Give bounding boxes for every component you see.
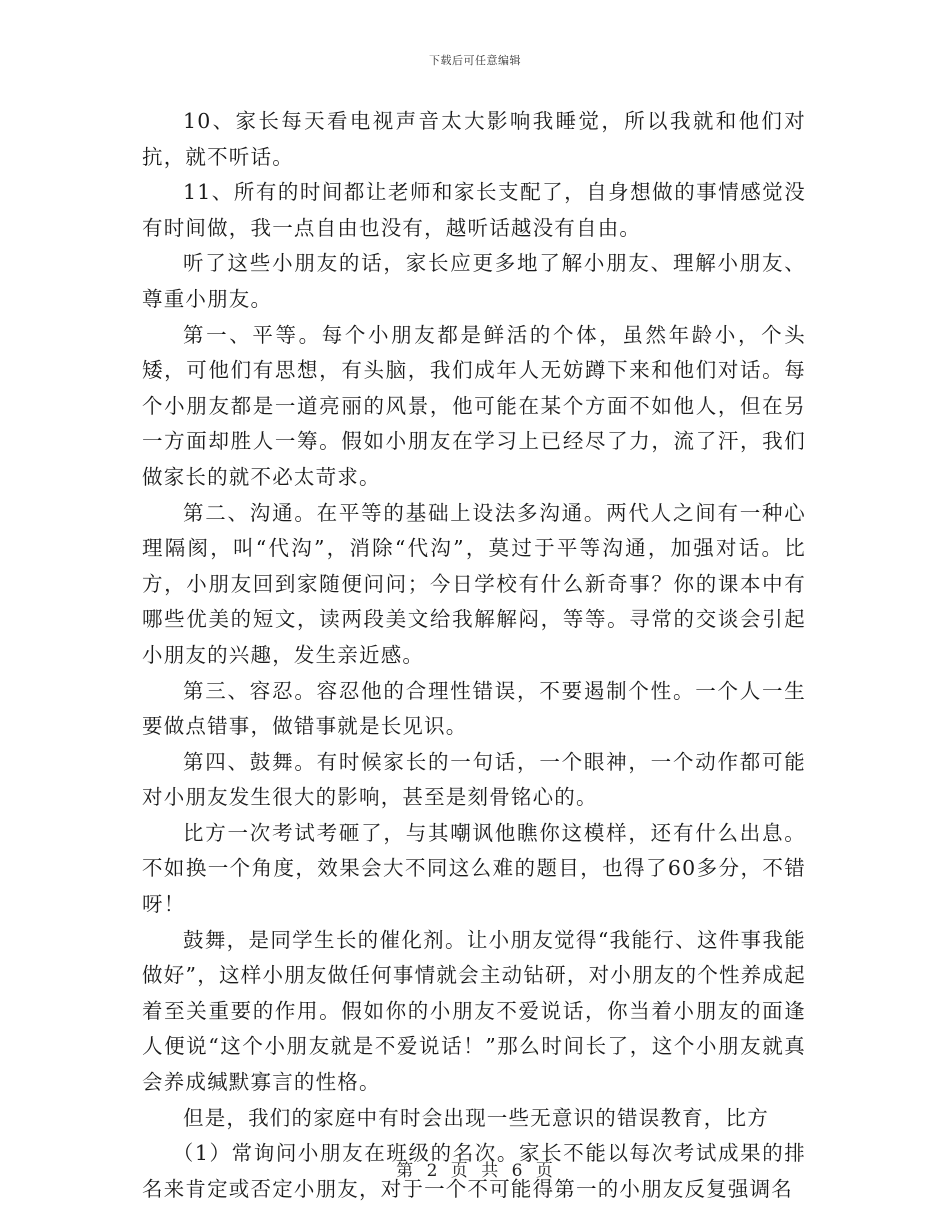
page-header: 下载后可任意编辑 xyxy=(429,54,521,67)
footer-page-unit: 页 xyxy=(450,1161,469,1181)
paragraph: 第二、沟通。在平等的基础上设法多沟通。两代人之间有一种心理隔阂，叫“代沟”，消除“代沟”，莫过于平等沟通，加强对话。比方，小朋友回到家随便问问；今日学校有什么新奇事？你的课本中有哪些优美的短文，读两段美文给我解解闷，等等。寻常的交谈会引起小朋友的兴趣，发生亲近感。 xyxy=(142,500,806,667)
paragraph: 10、家长每天看电视声音太大影响我睡觉，所以我就和他们对抗，就不听话。 xyxy=(142,109,806,169)
paragraph: 第三、容忍。容忍他的合理性错误，不要遏制个性。一个人一生要做点错事，做错事就是长见识。 xyxy=(142,678,806,739)
list-paragraph: （1）常询问小朋友在班级的名次。家长不能以每次考试成果的排名来肯定或否定小朋友，对于一个不可能得第一的小朋友反复强调名 xyxy=(142,1141,806,1201)
paragraph: 听了这些小朋友的话，家长应更多地了解小朋友、理解小朋友、尊重小朋友。 xyxy=(142,251,806,311)
paragraph: 但是，我们的家庭中有时会出现一些无意识的错误教育，比方 xyxy=(183,1105,769,1130)
document-body xyxy=(142,104,806,1207)
footer-prefix: 第 xyxy=(396,1161,415,1181)
footer-suffix: 页 xyxy=(535,1161,554,1181)
total-pages-number: 6 xyxy=(511,1161,524,1181)
current-page-number: 2 xyxy=(426,1161,439,1181)
footer-total-word: 共 xyxy=(481,1161,500,1181)
paragraph: 鼓舞，是同学生长的催化剂。让小朋友觉得“我能行、这件事我能做好”，这样小朋友做任何事情就会主动钻研，对小朋友的个性养成起着至关重要的作用。假如你的小朋友不爱说话，你当着小朋友的面逢人便说“这个小朋友就是不爱说话！”那么时间长了，这个小朋友就真会养成缄默寡言的性格。 xyxy=(142,927,806,1095)
paragraph: 第四、鼓舞。有时候家长的一句话，一个眼神，一个动作都可能对小朋友发生很大的影响，甚至是刻骨铭心的。 xyxy=(142,749,806,810)
paragraph: 第一、平等。每个小朋友都是鲜活的个体，虽然年龄小，个头矮，可他们有思想，有头脑，我们成年人无妨蹲下来和他们对话。每个小朋友都是一道亮丽的风景，他可能在某个方面不如他人，但在另一方面却胜人一筹。假如小朋友在学习上已经尽了力，流了汗，我们做家长的就不必太苛求。 xyxy=(142,322,806,489)
page-footer xyxy=(0,1156,950,1181)
paragraph: 比方一次考试考砸了，与其嘲讽他瞧你这模样，还有什么出息。不如换一个角度，效果会大不同这么难的题目，也得了60多分，不错呀！ xyxy=(142,820,806,917)
paragraph: 11、所有的时间都让老师和家长支配了，自身想做的事情感觉没有时间做，我一点自由也没有，越听话越没有自由。 xyxy=(142,180,806,240)
